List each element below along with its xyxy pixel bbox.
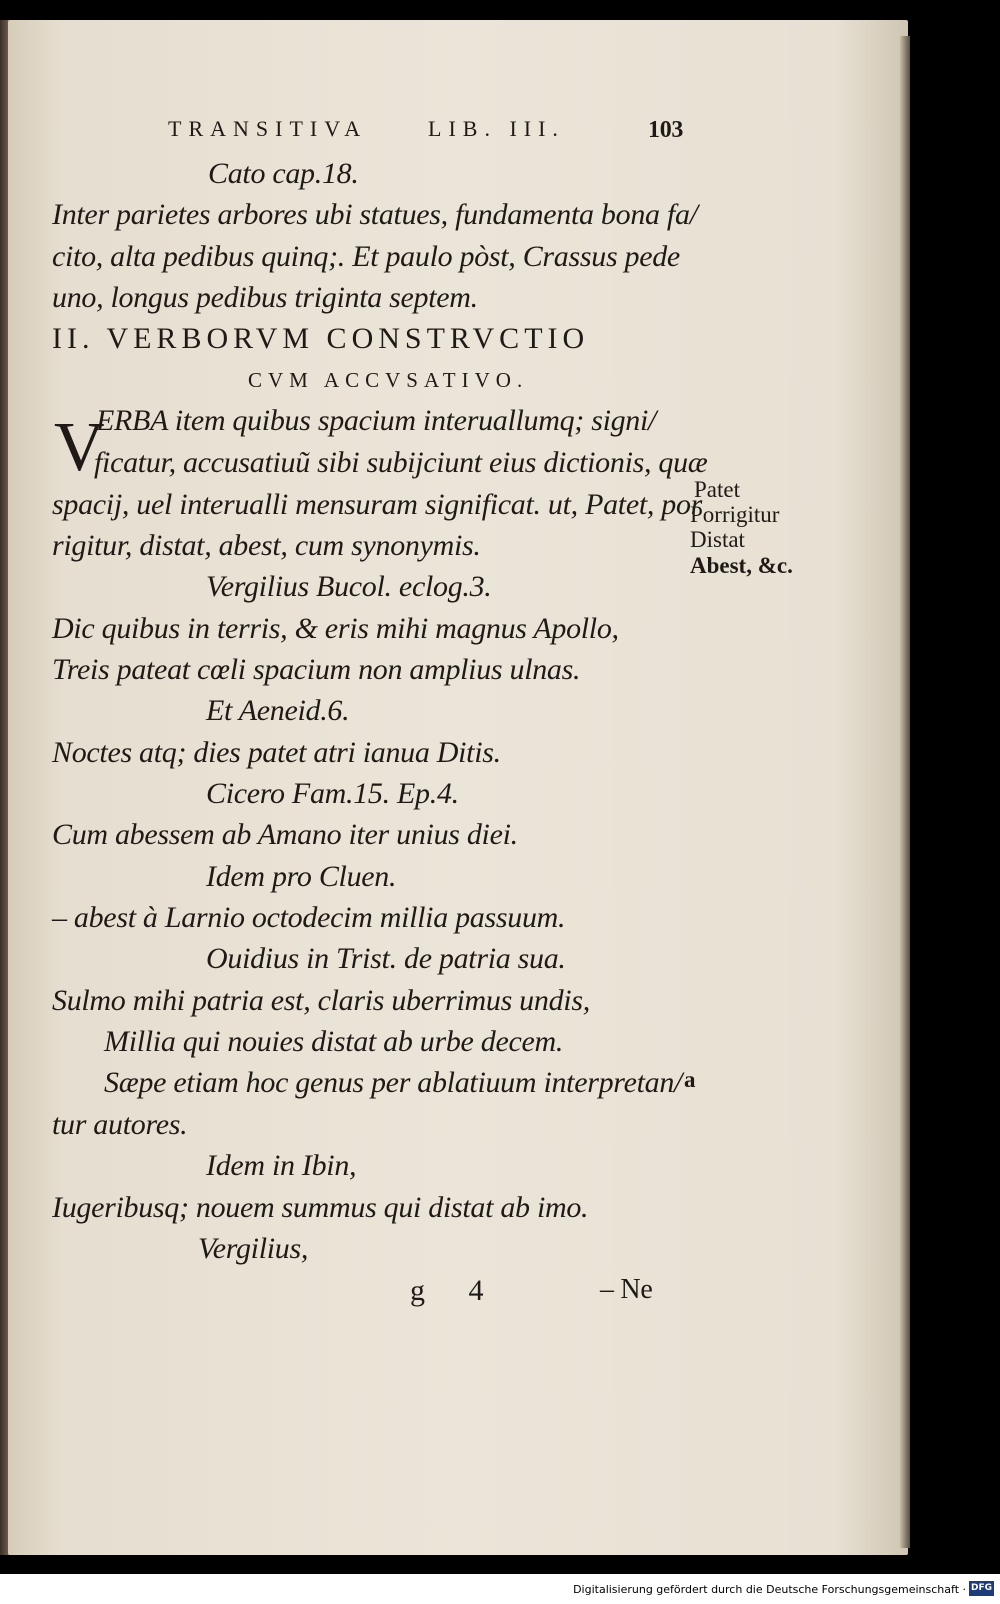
dfg-logo-icon: DFG (969, 1581, 994, 1596)
source-line: Idem in Ibin, (206, 1149, 357, 1182)
source-line: Cato cap.18. (208, 157, 359, 190)
verse-line: Dic quibus in terris, & eris mihi magnus Apollo, (52, 612, 619, 645)
text-line: tur autores. (52, 1108, 188, 1141)
verse-line: Noctes atq; dies patet atri ianua Ditis. (52, 736, 501, 769)
text-line: spacij, uel interualli mensuram significat. ut, Patet, por (52, 488, 703, 521)
drop-cap: V (54, 409, 105, 486)
section-subheading: CVM ACCVSATIVO. (248, 368, 529, 392)
source-line: Idem pro Cluen. (206, 860, 397, 893)
text-line: uno, longus pedibus triginta septem. (52, 281, 478, 314)
verse-line: Sulmo mihi patria est, claris uberrimus undis, (52, 984, 590, 1017)
footer-credit: Digitalisierung gefördert durch die Deutsche Forschungsgemeinschaft · (573, 1583, 966, 1596)
text-line: Sæpe etiam hoc genus per ablatiuum interpretan/ (104, 1066, 683, 1099)
source-line: Vergilius, (198, 1232, 309, 1265)
text-line: Cum abessem ab Amano iter unius diei. (52, 818, 518, 851)
margin-note: Porrigitur (690, 502, 780, 527)
verse-line: Treis pateat cœli spacium non amplius ulnas. (52, 653, 581, 686)
margin-note: Distat (690, 527, 745, 552)
catchword: – Ne (600, 1274, 653, 1305)
text-line: ERBA item quibus spacium interuallumq; signi/ (96, 404, 657, 437)
verse-line: Iugeribusq; nouem summus qui distat ab imo. (52, 1191, 589, 1224)
page-edge (900, 36, 910, 1548)
text-line: – abest à Larnio octodecim millia passuum. (52, 901, 566, 934)
side-mark: a (684, 1067, 696, 1092)
margin-note: Abest, &c. (690, 553, 793, 578)
verse-line: Millia qui nouies distat ab urbe decem. (104, 1025, 564, 1058)
running-head-left: TRANSITIVA (168, 116, 368, 141)
page-number: 103 (648, 117, 684, 143)
source-line: Vergilius Bucol. eclog.3. (206, 570, 492, 603)
text-line: rigitur, distat, abest, cum synonymis. (52, 529, 481, 562)
source-line: Cicero Fam.15. Ep.4. (206, 777, 459, 810)
running-head-center: LIB. III. (428, 116, 565, 141)
text-line: ficatur, accusatiuũ sibi subijciunt eius dictionis, quæ (94, 446, 708, 479)
book-page (8, 20, 908, 1555)
source-line: Et Aeneid.6. (206, 694, 350, 727)
text-line: cito, alta pedibus quinq;. Et paulo pòst, Crassus pede (52, 240, 680, 273)
source-line: Ouidius in Trist. de patria sua. (206, 942, 566, 975)
text-line: Inter parietes arbores ubi statues, fundamenta bona fa/ (52, 198, 698, 231)
signature-mark: g 4 (410, 1274, 502, 1307)
section-heading: II. VERBORVM CONSTRVCTIO (52, 322, 590, 355)
digitization-footer (0, 1574, 1000, 1604)
margin-note: Patet (694, 477, 740, 502)
